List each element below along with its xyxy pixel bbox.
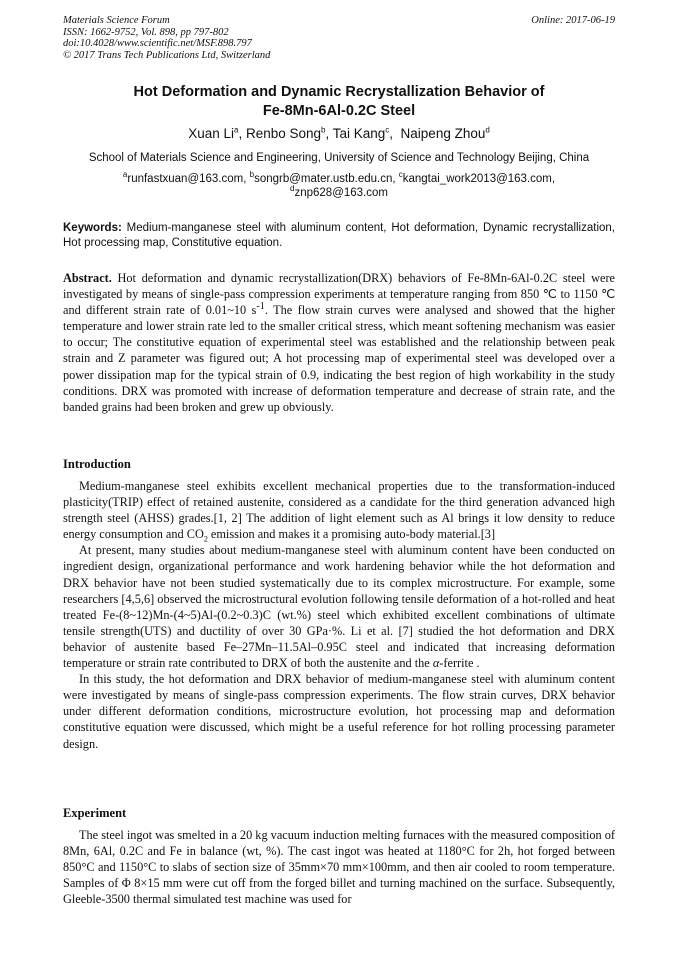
title-line-2: Fe-8Mn-6Al-0.2C Steel <box>262 103 416 119</box>
title-line-1: Hot Deformation and Dynamic Recrystallization Behavior of <box>133 84 545 100</box>
alpha-symbol: α <box>432 656 440 671</box>
doi-line: doi:10.4028/www.scientific.net/MSF.898.797 <box>63 38 252 49</box>
introduction-body <box>63 478 615 752</box>
paper-title <box>63 83 615 121</box>
email-line-2 <box>63 183 615 201</box>
email-line-1 <box>63 170 615 187</box>
keywords-text: Medium-manganese steel with aluminum content, Hot deformation, Dynamic recrystallization, Hot processing map, Constitutive equation. <box>63 222 615 249</box>
email-address: runfastxuan@163.com, <box>127 173 247 185</box>
experiment-body <box>63 827 615 907</box>
author-list: Xuan Li$^a$, Renbo Song$^b$, Tai Kang$^c$, Naipeng Zhou$^d$ <box>188 125 490 141</box>
author-mark: a <box>233 125 239 135</box>
author-name: Naipeng Zhou <box>400 126 486 141</box>
experiment-paragraph-1: The steel ingot was smelted in a 20 kg vacuum induction melting furnaces with the measured composition of 8Mn, 6Al, 0.2C and Fe in balance (wt, %). The cast ingot was heated at 1180°C for 2h, hot forged between 850°C and 1150°C to slabs of section size of 35mm×70 mm×100mm, and then air cooled to room temperature. Samples of Φ 8×15 mm were cut off from the forged billet and turning machined on the surface. Subsequently, Gleeble-3500 thermal simulated test machine was used for <box>63 828 615 907</box>
keywords-label: Keywords: <box>63 222 122 234</box>
online-date: Online: 2017-06-19 <box>531 15 615 26</box>
email-address: songrb@mater.ustb.edu.cn, <box>254 173 396 185</box>
intro-paragraph-1 <box>63 478 615 542</box>
abstract-sup: -1 <box>256 301 265 313</box>
intro-p1-text-b: emission and makes it a promising auto-body material.[3] <box>207 527 496 542</box>
intro-paragraph-2 <box>63 542 615 671</box>
intro-p1-text-a: Medium-manganese steel exhibits excellent mechanical properties due to the transformation-induced plasticity(TRIP) effect of retained austenite, considered as a candidate for the third generation advanced high strength steel (AHSS) grades.[1, 2] The addition of light element such as Al brings it low density to reduce energy consumption and CO <box>63 479 615 542</box>
email-mark: d <box>290 183 295 193</box>
author-name: Tai Kang <box>332 126 386 141</box>
abstract-text-1: Hot deformation and dynamic recrystallization(DRX) behaviors of Fe-8Mn-6Al-0.2C steel were investigated by means of single-pass compression experiments at temperature ranging from 850 ℃ to 1150 ℃ and different strain rate of 0.01~10 s <box>63 271 615 318</box>
journal-name: Materials Science Forum <box>63 15 170 26</box>
journal-header <box>63 15 615 61</box>
introduction-heading: Introduction <box>63 457 131 471</box>
intro-paragraph-3: In this study, the hot deformation and DRX behavior of medium-manganese steel with aluminum content were investigated by means of single-pass compression experiments. The flow strain curves, DRX behavior under different deformation conditions, microstructure evolution, hot processing map and deformation constitutive equation were discussed, which might be a useful reference for hot rolling processing parameter design. <box>63 672 615 751</box>
author-name: Xuan Li <box>188 126 234 141</box>
email-address: znp628@163.com <box>294 186 388 199</box>
issn-line: ISSN: 1662-9752, Vol. 898, pp 797-802 <box>63 26 229 38</box>
email-block <box>63 170 615 200</box>
abstract <box>63 270 615 415</box>
keywords <box>63 221 615 251</box>
author-name: Renbo Song <box>245 126 322 141</box>
copyright-line: © 2017 Trans Tech Publications Ltd, Switzerland <box>63 49 271 61</box>
affiliation: School of Materials Science and Engineering, University of Science and Technology Beijing, China <box>88 152 590 164</box>
email-mark: a <box>122 170 128 180</box>
abstract-text-2: . The flow strain curves were analysed and showed that the higher temperature and lower strain rate led to the smaller critical stress, which meant softening mechanism was easier to occur; The constitutive equation of experimental steel was established and the relationship between peak strain and Z parameter was figured out; A hot processing map of experimental steel was developed over a power dissipation map for the typical strain of 0.9, indicating the best region of high workability in the study conditions. DRX was promoted with increase of deformation temperature and decrease of strain rate, and the banded grains had been broken and grew up obviously. <box>63 303 615 414</box>
email-mark: b <box>249 170 255 180</box>
email-address: kangtai_work2013@163.com, <box>402 173 556 185</box>
experiment-heading: Experiment <box>63 806 127 820</box>
author-mark: d <box>485 125 490 135</box>
author-mark: b <box>321 125 326 135</box>
intro-p2-text-b: -ferrite . <box>439 656 480 671</box>
abstract-label: Abstract. <box>63 271 112 285</box>
intro-p2-text-a: At present, many studies about medium-manganese steel with aluminum content have been conducted on ingredient design, organizational performance and work hardening behavior while the hot deformation and DRX behavior have not been studied systematically due to its complex microstructure. For example, some researchers [4,5,6] observed the microstructural evolution following tensile deformation of a hot-rolled and heat treated Fe-(8~12)Mn-(4~5)Al-(0.2~0.3)C (wt.%) steel which exhibited excellent combinations of ultimate tensile strength(UTS) and ductility of over 30 GPa·%. Li et al. [7] studied the hot deformation and DRX behavior of austenite based Fe–27Mn–11.5Al–0.95C steel and indicated that increasing deformation temperature or strain rate contributed to DRX of both the austenite and the <box>63 543 615 671</box>
co2-subscript: 2 <box>203 534 208 544</box>
email-mark: c <box>398 170 403 180</box>
author-mark: c <box>385 125 390 135</box>
